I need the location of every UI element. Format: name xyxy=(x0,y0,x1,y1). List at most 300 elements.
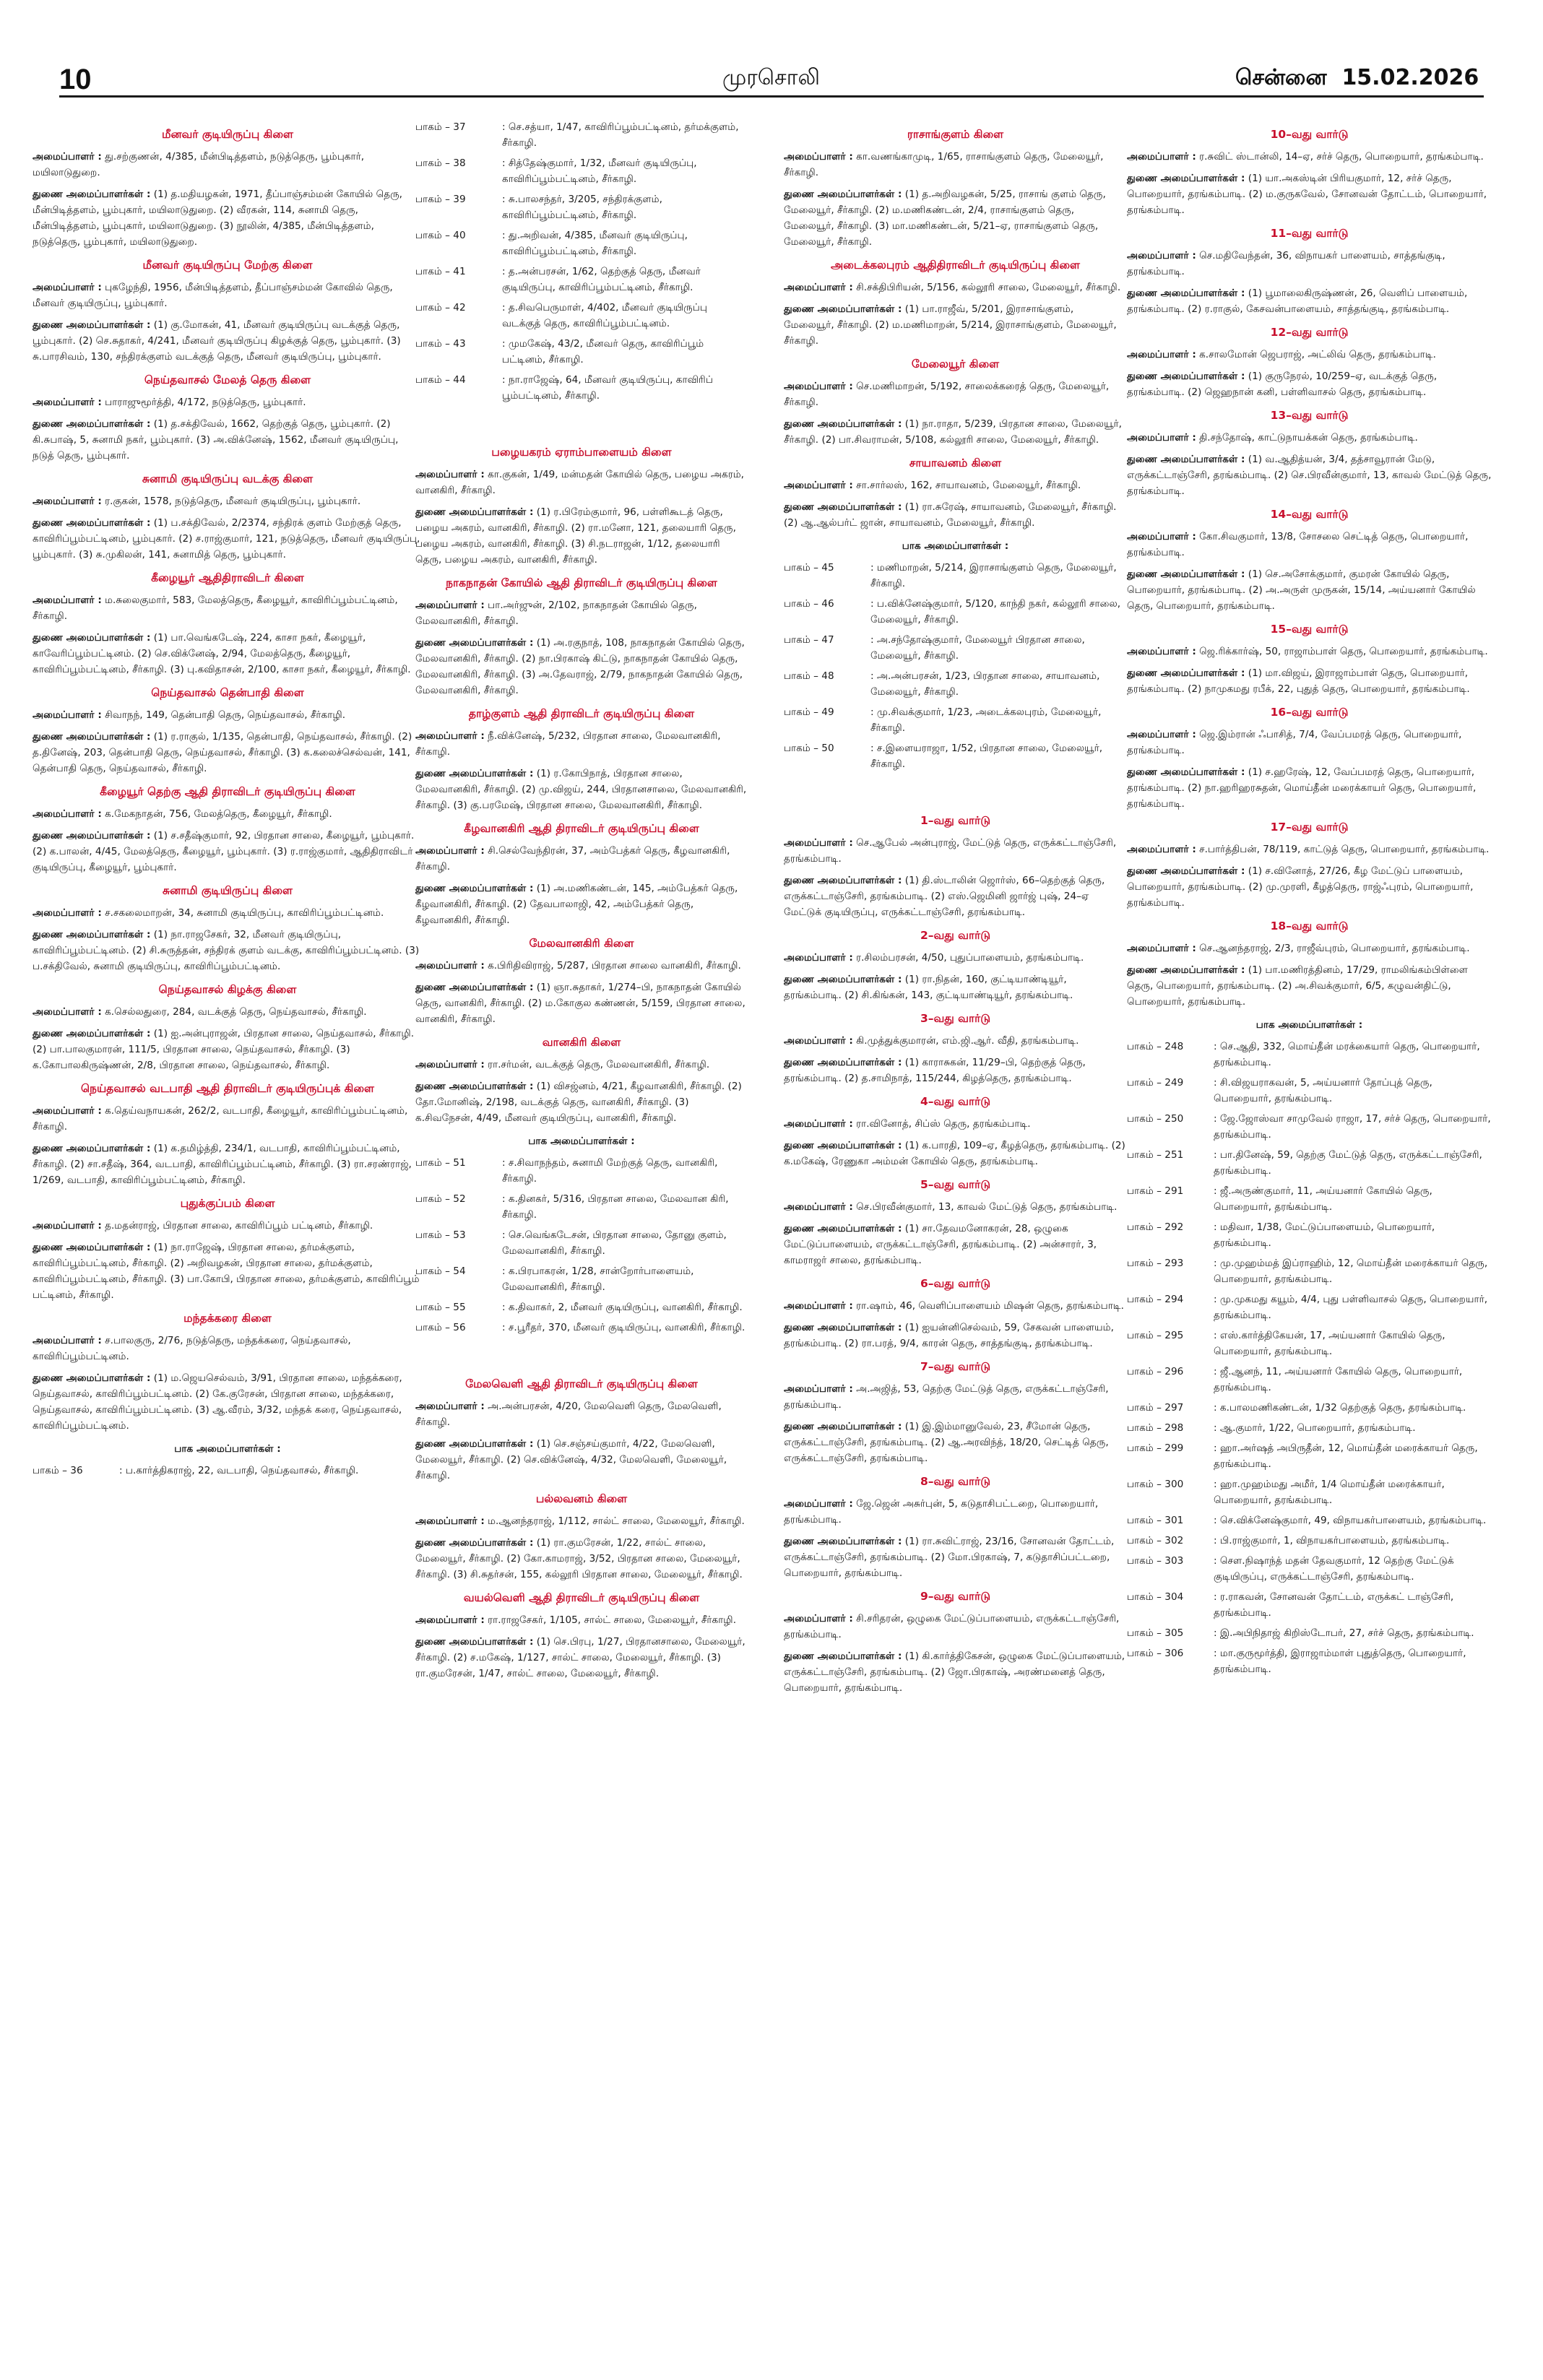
entry-label: துணை அமைப்பாளர்கள் : xyxy=(1127,287,1245,299)
entry-label: துணை அமைப்பாளர்கள் : xyxy=(415,883,534,894)
entry-label: துணை அமைப்பாளர்கள் : xyxy=(33,830,151,841)
entry-text: (1) பூமாலைகிருஷ்ணன், 26, வெளிப் பாளையம், தரங்கம்பாடி. (2) ர.ராகுல், கேசவன்பாளையம், சாத்தங்குடி, தரங்கம்பாடி. xyxy=(1127,287,1468,315)
section-heading: சுனாமி குடியிருப்பு கிளை xyxy=(162,884,293,897)
listing-entry xyxy=(1127,727,1492,758)
booth-row xyxy=(415,1227,748,1259)
listing-entry xyxy=(784,1055,1127,1086)
listing-entry xyxy=(784,1033,1127,1049)
entry-label: துணை அமைப்பாளர்கள் : xyxy=(415,506,534,518)
listing-entry xyxy=(784,1199,1127,1215)
booth-list xyxy=(1127,1039,1492,1677)
entry-label: அமைப்பாளர் : xyxy=(33,808,102,820)
booth-row xyxy=(1127,1553,1492,1585)
entry-label: அமைப்பாளர் : xyxy=(415,1614,485,1626)
listing-entry xyxy=(33,1218,423,1234)
booth-row xyxy=(1127,1255,1492,1287)
listing-entry xyxy=(784,1298,1127,1314)
listing-entry xyxy=(33,280,423,311)
booth-organiser: : த.அன்பரசன், 1/62, தெற்குத் தெரு, மீனவர் குடியிருப்பு, காவிரிப்பூம்பட்டினம், சீர்காழி. xyxy=(502,266,701,293)
booth-number: பாகம் – 51 xyxy=(415,1157,466,1169)
listing-entry xyxy=(1127,863,1492,911)
section-heading: பழையகரம் ஏராம்பாளையம் கிளை xyxy=(491,446,672,459)
entry-text: புகழேந்தி, 1956, மீன்பிடித்தளம், தீப்பாஞ்சம்மன் கோவில் தெரு, மீனவர் குடியிருப்பு, பூம்புகார். xyxy=(33,282,393,309)
listing-entry xyxy=(415,728,748,760)
listing-entry xyxy=(33,729,423,776)
entry-label: அமைப்பாளர் : xyxy=(415,1059,485,1070)
entry-text: (1) ப.சக்திவேல், 2/2374, சந்திரக் குளம் மேற்குத் தெரு, காவிரிப்பூம்பட்டினம், பூம்புகார். (2) ச.ராஜ்குமார், 121, நடுத்தெரு, மீனவர் குடியிருப்பு, பூம்புகார். (3) சு.முகிலன், 141, சுனாமித் தெரு, பூம்புகார். xyxy=(33,517,420,561)
section-heading: 16–வது வார்டு xyxy=(1270,706,1349,719)
section-heading: வயல்வெளி ஆதி திராவிடர் குடியிருப்பு கிளை xyxy=(463,1591,700,1604)
entry-label: துணை அமைப்பாளர்கள் : xyxy=(784,1140,902,1151)
listing-entry xyxy=(784,186,1127,250)
booth-row xyxy=(1127,1476,1492,1508)
entry-text: க.சாலமோன் ஜெபராஜ், அட்லிவ் தெரு, தரங்கம்பாடி. xyxy=(1199,349,1436,360)
booth-number: பாகம் – 306 xyxy=(1127,1648,1184,1659)
booth-organiser: : சித்தேஷ்குமார், 1/32, மீனவர் குடியிருப்பு, காவிரிப்பூம்பட்டினம், சீர்காழி. xyxy=(502,157,697,185)
entry-label: அமைப்பாளர் : xyxy=(784,282,853,293)
booth-organiser: : ஜீ.அருண்குமார், 11, அய்யனார் கோயில் தெரு, பொறையார், தரங்கம்பாடி. xyxy=(1214,1185,1432,1213)
listing-entry xyxy=(784,1419,1127,1466)
entry-text: (1) த.சக்திவேல், 1662, தெற்குத் தெரு, பூம்புகார். (2) கி.சுபாஷ், 5, சுனாமி நகர், பூம்புகார். (3) அ.விக்னேஷ், 1562, மீனவர் குடியிருப்பு, நடுத் தெரு, பூம்புகார். xyxy=(33,418,399,462)
booth-organiser: : ச.பூரீதர், 370, மீனவர் குடியிருப்பு, வானகிரி, சீர்காழி. xyxy=(502,1322,745,1333)
listing-entry xyxy=(784,950,1127,966)
booth-row xyxy=(784,560,1127,592)
booth-number: பாகம் – 40 xyxy=(415,230,466,241)
listing-entry xyxy=(1127,347,1492,363)
entry-text: சிவாநந், 149, தென்பாதி தெரு, நெய்தவாசல், சீர்காழி. xyxy=(105,709,346,721)
section-heading: நாகநாதன் கோயில் ஆதி திராவிடர் குடியிருப்பு கிளை xyxy=(446,576,717,589)
entry-label: அமைப்பாளர் : xyxy=(415,845,485,857)
spacer xyxy=(415,408,748,437)
entry-text: (1) ஞா.சுதாகர், 1/274–பி, நாகநாதன் கோயில் தெரு, வானகிரி, சீர்காழி. (2) ம.கோகுல கண்ணன், 5/159, பிரதான சாலை, வானகிரி, சீர்காழி. xyxy=(415,982,745,1025)
entry-text: (1) அ.மணிகண்டன், 145, அம்பேத்கர் தெரு, கீழவானகிரி, சீர்காழி. (2) தேவபாலாஜி, 42, அம்பேத்கர் தெரு, கீழவானகிரி, சீர்காழி. xyxy=(415,883,738,926)
entry-text: (1) ம.ஜெயசெல்வம், 3/91, பிரதான சாலை, மந்தக்கரை, நெய்தவாசல், காவிரிப்பூம்பட்டினம். (2) கே.குரேசன், பிரதான சாலை, மந்தக்கரை, நெய்தவாசல், காவிரிப்பூம்பட்டினம். (3) ஆ.வீரம், 3/32, மந்தக் கரை, நெய்தவாசல், காவிரிப்பூம்பட்டினம். xyxy=(33,1372,402,1432)
listing-entry xyxy=(784,1611,1127,1643)
listing-entry xyxy=(415,1513,748,1529)
section-heading: சுனாமி குடியிருப்பு வடக்கு கிளை xyxy=(142,472,314,485)
booth-row xyxy=(1127,1111,1492,1143)
listing-entry xyxy=(1127,644,1492,659)
booth-organiser: : சி.விஜயராகவன், 5, அய்யனார் தோப்புத் தெரு, பொறையார், தரங்கம்பாடி. xyxy=(1214,1077,1432,1104)
listing-entry xyxy=(415,1078,748,1126)
section-heading: ராசாங்குளம் கிளை xyxy=(907,128,1004,141)
listing-entry xyxy=(415,766,748,813)
entry-label: துணை அமைப்பாளர்கள் : xyxy=(1127,667,1245,679)
booth-list xyxy=(415,119,748,404)
listing-entry xyxy=(33,828,423,875)
entry-text: (1) ர.ராகுல், 1/135, தென்பாதி, நெய்தவாசல், சீர்காழி. (2) த.தினேஷ், 203, தென்பாதி தெரு, நெய்தவாசல், சீர்காழி. (3) க.கலைச்செல்வன், 141, தென்பாதி தெரு, நெய்தவாசல், சீர்காழி. xyxy=(33,731,412,774)
booth-organiser: : ஹா.முஹம்மது அமீர், 1/4 மொய்தீன் மரைக்காயர், பொறையார், தரங்கம்பாடி. xyxy=(1214,1479,1445,1506)
booth-organiser: : மு.முகமது கயூம், 4/4, புது பள்ளிவாசல் தெரு, பொறையார், தரங்கம்பாடி. xyxy=(1214,1294,1488,1321)
booth-organiser: : ச.இளையராஜா, 1/52, பிரதான சாலை, மேலையூர், சீர்காழி. xyxy=(870,743,1103,770)
booth-number: பாகம் – 46 xyxy=(784,598,834,610)
section-heading: 9–வது வார்டு xyxy=(920,1590,991,1603)
booth-row xyxy=(1127,1420,1492,1436)
entry-label: துணை அமைப்பாளர்கள் : xyxy=(1127,568,1245,580)
entry-text: சா.சார்லஸ், 162, சாயாவனம், மேலையூர், சீர்காழி. xyxy=(856,480,1081,491)
booth-row xyxy=(1127,1400,1492,1416)
listing-entry xyxy=(33,1333,423,1364)
entry-text: (1) நா.ராஜேஷ், பிரதான சாலை, தர்மக்குளம், காவிரிப்பூம்பட்டினம், சீர்காழி. (2) அறிவழகன், பிரதான சாலை, தர்மக்குளம், காவிரிப்பூம்பட்டினம், சீர்காழி. (3) பா.கோபி, பிரதான சாலை, தர்மக்குளம், காவிரிப்பூம் பட்டினம், சீர்காழி. xyxy=(33,1242,420,1301)
entry-label: அமைப்பாளர் : xyxy=(33,1006,102,1018)
entry-text: ச.சகலைமாறன், 34, சுனாமி குடியிருப்பு, காவிரிப்பூம்பட்டினம். xyxy=(105,907,384,919)
booth-organiser: : செ.வெங்கடேசன், பிரதான சாலை, தோனு குளம், மேலவானகிரி, சீர்காழி. xyxy=(502,1229,727,1257)
entry-label: துணை அமைப்பாளர்கள் : xyxy=(784,1223,902,1234)
booth-row xyxy=(1127,1625,1492,1641)
entry-label: அமைப்பாளர் : xyxy=(33,496,102,507)
booth-number: பாகம் – 52 xyxy=(415,1193,466,1205)
listing-entry xyxy=(33,317,423,365)
entry-label: துணை அமைப்பாளர்கள் : xyxy=(33,1143,151,1154)
entry-text: (1) செ.அசோக்குமார், குமரன் கோயில் தெரு, பொறையார், தரங்கம்பாடி. (2) அ.அருள் முருகன், 15/14, அய்யனார் கோயில் தெரு, பொறையார், தரங்கம்பாடி. xyxy=(1127,568,1476,612)
listing-entry xyxy=(1127,170,1492,218)
booth-row xyxy=(1127,1328,1492,1359)
listing-entry xyxy=(784,1138,1127,1169)
entry-label: துணை அமைப்பாளர்கள் : xyxy=(784,189,902,200)
booth-organiser: : செ.விக்னேஷ்குமார், 49, விநாயகர்பாளையம், தரங்கம்பாடி. xyxy=(1214,1515,1487,1526)
listing-entry xyxy=(415,1398,748,1430)
section-heading: 6–வது வார்டு xyxy=(920,1277,991,1290)
listing-entry xyxy=(1127,451,1492,499)
booth-organiser: : சு.பாலசந்தர், 3/205, சந்திரக்குளம், காவிரிப்பூம்பட்டினம், சீர்காழி. xyxy=(502,194,662,221)
booth-organiser: : க.திவாகர், 2, மீனவர் குடியிருப்பு, வானகிரி, சீர்காழி. xyxy=(502,1302,743,1313)
booth-number: பாகம் – 43 xyxy=(415,338,466,350)
booth-organiser: : பி.ராஜ்குமார், 1, விநாயகர்பாளையம், தரங்கம்பாடி. xyxy=(1214,1535,1450,1546)
booth-number: பாகம் – 49 xyxy=(784,706,834,718)
entry-text: (1) ரா.சுவிட்ராஜ், 23/16, சோனவன் தோட்டம், எருக்கட்டாஞ்சேரி, தரங்கம்பாடி. (2) மோ.பிரகாஷ், 7, கடுதாசிப்பட்டறை, பொறையார், தரங்கம்பாடி. xyxy=(784,1536,1115,1579)
booth-row xyxy=(1127,1039,1492,1070)
entry-text: (1) அ.ரகுநாத், 108, நாகநாதன் கோயில் தெரு, மேலவானகிரி, சீர்காழி. (2) நா.பிரகாஷ் கிட்டு, நாகநாதன் கோயில் தெரு, மேலவானகிரி, சீர்காழி. (3) அ.தேவராஜ், 2/79, நாகநாதன் கோயில் தெரு, மேலவானகிரி, சீர்காழி. xyxy=(415,637,745,696)
entry-text: கா.வணங்காமுடி, 1/65, ராசாங்குளம் தெரு, மேலையூர், சீர்காழி. xyxy=(784,151,1104,178)
booth-number: பாகம் – 39 xyxy=(415,194,466,205)
date: 15.02.2026 xyxy=(1341,65,1479,90)
section-heading: 12–வது வார்டு xyxy=(1270,326,1349,339)
listing-entry xyxy=(33,1239,423,1303)
entry-text: (1) யா.அகஸ்டின் பிரியகுமார், 12, சர்ச் தெரு, பொறையார், தரங்கம்பாடி. (2) ம.குருகவேல், சோனவன் தோட்டம், பொறையார், தரங்கம்பாடி. xyxy=(1127,173,1487,216)
booth-list xyxy=(415,1155,748,1336)
entry-text: ரா.வினோத், சிப்ஸ் தெரு, தரங்கம்பாடி. xyxy=(856,1118,1031,1130)
listing-entry xyxy=(1127,430,1492,446)
entry-text: (1) கி.கார்த்திகேசன், ஒழுகை மேட்டுப்பாளையம், எருக்கட்டாஞ்சேரி, தரங்கம்பாடி. (2) ஜோ.பிரகாஷ், அரண்மனைத் தெரு, பொறையார், தரங்கம்பாடி. xyxy=(784,1650,1125,1694)
listing-entry xyxy=(1127,149,1492,165)
entry-label: துணை அமைப்பாளர்கள் : xyxy=(784,418,902,430)
entry-label: துணை அமைப்பாளர்கள் : xyxy=(415,637,534,649)
column-4 xyxy=(1127,119,1492,2351)
booth-organiser: : ர.ராகவன், சோனவன் தோட்டம், எருக்கட் டாஞ்சேரி, தரங்கம்பாடி. xyxy=(1214,1591,1454,1619)
entry-text: (1) ர.பிரேம்குமார், 96, பள்ளிகூடத் தெரு, பழைய அகரம், வானகிரி, சீர்காழி. (2) ரா.மனோ, 121, தலையாரி தெரு, பழைய அகரம், வானகிரி, சீர்காழி. (3) சி.நடராஜன், 1/12, தலையாரி தெரு, பழைய அகரம், வானகிரி, சீர்காழி. xyxy=(415,506,736,566)
entry-text: பா.அர்ஜுன், 2/102, நாகநாதன் கோயில் தெரு, மேலவானகிரி, சீர்காழி. xyxy=(415,600,697,627)
entry-label: துணை அமைப்பாளர்கள் : xyxy=(33,731,151,743)
entry-label: துணை அமைப்பாளர்கள் : xyxy=(415,1081,534,1092)
column-1 xyxy=(33,119,423,2351)
section-heading: மேலவானகிரி கிளை xyxy=(529,937,634,950)
booth-row xyxy=(415,191,748,223)
booth-organiser: : ஜீ.ஆனந், 11, அய்யனார் கோயில் தெரு, பொறையார், தரங்கம்பாடி. xyxy=(1214,1366,1463,1393)
entry-label: துணை அமைப்பாளர்கள் : xyxy=(784,1536,902,1547)
booth-row xyxy=(415,336,748,368)
entry-text: க.செல்லதுரை, 284, வடக்குத் தெரு, நெய்தவாசல், சீர்காழி. xyxy=(105,1006,367,1018)
booth-number: பாகம் – 295 xyxy=(1127,1330,1184,1341)
booth-organiser: : அ.அன்பரசன், 1/23, பிரதான சாலை, சாயாவனம், மேலையூர், சீர்காழி. xyxy=(870,670,1100,698)
entry-text: (1) ஐயன்னிசெல்வம், 59, சேகவன் பாளையம், தரங்கம்பாடி. (2) ரா.பரத், 9/4, காரன் தெரு, சாத்தங்குடி, தரங்கம்பாடி. xyxy=(784,1322,1114,1349)
entry-label: துணை அமைப்பாளர்கள் : xyxy=(1127,454,1245,465)
booth-number: பாகம் – 50 xyxy=(784,743,834,754)
entry-text: (1) க.பாரதி, 109–ஏ, கீழத்தெரு, தரங்கம்பாடி. (2) க.மகேஷ், ரேணுகா அம்மன் கோயில் தெரு, தரங்கம்பாடி. xyxy=(784,1140,1125,1167)
entry-text: க.தெய்வநாயகன், 262/2, வடபாதி, கீழையூர், காவிரிப்பூம்பட்டினம், சீர்காழி. xyxy=(33,1105,408,1133)
entry-text: (1) ர.கோபிநாத், பிரதான சாலை, மேலவானகிரி, சீர்காழி. (2) மு.விஜய், 244, பிரதானசாலை, மேலவானகிரி, சீர்காழி. (3) கு.பரமேஷ், பிரதான சாலை, மேலவானகிரி, சீர்காழி. xyxy=(415,768,747,811)
listing-entry xyxy=(784,378,1127,410)
booth-row xyxy=(415,372,748,404)
entry-text: (1) ரா.நிதன், 160, குட்டியாண்டியூர், தரங்கம்பாடி. (2) சி.கிங்கன், 143, குட்டியாண்டியூர், தரங்கம்பாடி. xyxy=(784,974,1073,1001)
entry-text: கா.குகன், 1/49, மன்மதன் கோயில் தெரு, பழைய அகரம், வானகிரி, சீர்காழி. xyxy=(415,469,744,496)
section-heading: நெய்தவாசல் வடபாதி ஆதி திராவிடர் குடியிருப்புக் கிளை xyxy=(80,1082,375,1095)
entry-label: அமைப்பாளர் : xyxy=(1127,531,1196,542)
booth-number: பாகம் – 250 xyxy=(1127,1113,1184,1125)
booth-number: பாகம் – 293 xyxy=(1127,1258,1184,1269)
entry-text: அ.அஜித், 53, தெற்கு மேட்டுத் தெரு, எருக்கட்டாஞ்சேரி, தரங்கம்பாடி. xyxy=(784,1383,1109,1411)
listing-entry xyxy=(784,280,1127,295)
entry-label: துணை அமைப்பாளர்கள் : xyxy=(784,303,902,315)
listing-entry xyxy=(1127,566,1492,614)
section-heading: 3–வது வார்டு xyxy=(920,1012,991,1025)
section-heading: மந்தக்கரை கிளை xyxy=(183,1312,272,1325)
booth-row xyxy=(784,740,1127,772)
entry-label: அமைப்பாளர் : xyxy=(415,1401,485,1412)
section-heading: 11–வது வார்டு xyxy=(1270,227,1349,240)
booth-organiser: : ஹா.அர்ஷத் அபிருதீன், 12, மொய்தீன் மரைக்காயர் தெரு, தரங்கம்பாடி. xyxy=(1214,1442,1478,1470)
entry-label: அமைப்பாளர் : xyxy=(33,397,102,408)
entry-text: சி.சக்திபிரியன், 5/156, கல்லூரி சாலை, மேலையூர், சீர்காழி. xyxy=(856,282,1121,293)
entry-text: (1) நா.ராஜசேகர், 32, மீனவர் குடியிருப்பு, காவிரிப்பூம்பட்டினம். (2) சி.சுருத்தன், சந்திரக் குளம் வடக்கு, காவிரிப்பூம்பட்டினம். (3) ப.சக்திவேல், சுனாமி குடியிருப்பு, காவிரிப்பூம்பட்டினம். xyxy=(33,929,420,972)
entry-label: அமைப்பாளர் : xyxy=(1127,943,1196,954)
listing-entry xyxy=(1127,940,1492,956)
booth-row xyxy=(415,264,748,295)
entry-label: துணை அமைப்பாளர்கள் : xyxy=(415,1636,534,1648)
entry-label: அமைப்பாளர் : xyxy=(33,907,102,919)
entry-label: துணை அமைப்பாளர்கள் : xyxy=(33,1028,151,1039)
entry-text: (1) ரா.சுரேஷ், சாயாவனம், மேலையூர், சீர்காழி. (2) ஆ.ஆல்பர்ட் ஜான், சாயாவனம், மேலையூர், சீர்காழி. xyxy=(784,501,1117,529)
listing-entry xyxy=(33,1004,423,1020)
entry-label: அமைப்பாளர் : xyxy=(784,1498,853,1510)
entry-text: செ.மணிமாறன், 5/192, சாலைக்கரைத் தெரு, மேலையூர், சீர்காழி. xyxy=(784,381,1110,408)
booth-row xyxy=(415,119,748,151)
listing-entry xyxy=(415,467,748,498)
entry-text: ரா.சர்மன், வடக்குத் தெரு, மேலவானகிரி, சீர்காழி. xyxy=(488,1059,710,1070)
listing-entry xyxy=(415,880,748,928)
entry-text: (1) விசஜ்னம், 4/21, கீழவானகிரி, சீர்காழி. (2) தோ.மோனிஷ், 2/198, வடக்குத் தெரு, வானகிரி, சீர்காழி. (3) க.சிவநேசன், 4/49, மீனவர் குடியிருப்பு, வானகிரி, சீர்காழி. xyxy=(415,1081,742,1124)
booth-list xyxy=(33,1463,423,1479)
entry-text: ஜெ.ரிக்கார்ஷ், 50, ராஜாம்பாள் தெரு, பொறையார், தரங்கம்பாடி. xyxy=(1199,646,1488,657)
entry-text: (1) பா.மணிரத்தினம், 17/29, ராமலிங்கம்பிள்ளை தெரு, பொறையார், தரங்கம்பாடி. (2) அ.சிவக்குமார், 6/5, கழுவன்திட்டு, பொறையார், தரங்கம்பாடி. xyxy=(1127,964,1468,1008)
entry-text: பாராஜுமூர்த்தி, 4/172, நடுத்தெரு, பூம்புகார். xyxy=(105,397,306,408)
entry-label: துணை அமைப்பாளர்கள் : xyxy=(415,1537,534,1549)
listing-entry xyxy=(415,504,748,568)
dateline xyxy=(1235,65,1479,93)
section-heading: கீழையூர் ஆதிதிராவிடர் கிளை xyxy=(151,571,304,584)
entry-text: (1) காராசுகன், 11/29–பி, தெற்குத் தெரு, தரங்கம்பாடி. (2) த.சாமிநாத், 115/244, கிழத்தெரு, தரங்கம்பாடி. xyxy=(784,1057,1086,1084)
entry-text: செ.ஆனந்தராஜ், 2/3, ராஜீவ்புரம், பொறையார், தரங்கம்பாடி. xyxy=(1199,943,1470,954)
listing-entry xyxy=(784,499,1127,531)
section-heading: புதுக்குப்பம் கிளை xyxy=(180,1197,275,1210)
entry-label: அமைப்பாளர் : xyxy=(784,837,853,849)
booth-row xyxy=(1127,1589,1492,1621)
entry-label: அமைப்பாளர் : xyxy=(784,1035,853,1047)
entry-text: நீ.விக்னேஷ், 5/232, பிரதான சாலை, மேலவானகிரி, சீர்காழி. xyxy=(415,730,721,758)
entry-text: செ.ஆபேல் அன்புராஜ், மேட்டுத் தெரு, எருக்கட்டாஞ்சேரி, தரங்கம்பாடி. xyxy=(784,837,1117,865)
booth-row xyxy=(415,155,748,187)
booth-row xyxy=(1127,1219,1492,1251)
booth-number: பாகம் – 301 xyxy=(1127,1515,1184,1526)
booth-number: பாகம் – 249 xyxy=(1127,1077,1184,1089)
entry-label: துணை அமைப்பாளர்கள் : xyxy=(784,1421,902,1432)
section-heading: வானகிரி கிளை xyxy=(542,1036,621,1049)
section-heading: நெய்தவாசல் மேலத் தெரு கிளை xyxy=(144,373,311,386)
booth-row xyxy=(784,632,1127,664)
entry-label: அமைப்பாளர் : xyxy=(415,730,485,742)
entry-text: க.பிரிதிவிராஜ், 5/287, பிரதான சாலை வானகிரி, சீர்காழி. xyxy=(488,960,741,972)
listing-entry xyxy=(33,1141,423,1188)
entry-label: அமைப்பாளர் : xyxy=(784,952,853,964)
entry-text: ர.சுவிட் ஸ்டான்லி, 14–ஏ, சர்ச் தெரு, பொறையார், தரங்கம்பாடி. xyxy=(1199,151,1484,163)
booth-row xyxy=(1127,1440,1492,1472)
booth-organiser: : ச.சிவாநந்தம், சுனாமி மேற்குத் தெரு, வானகிரி, சீர்காழி. xyxy=(502,1157,718,1185)
booth-organiser: : செ.சத்யா, 1/47, காவிரிப்பூம்பட்டினம், தர்மக்குளம், சீர்காழி. xyxy=(502,121,739,149)
entry-label: அமைப்பாளர் : xyxy=(784,1201,853,1213)
booth-organiser: : மு.முஹம்மத் இப்ராஹிம், 12, மொய்தீன் மரைக்காயர் தெரு, பொறையார், தரங்கம்பாடி. xyxy=(1214,1258,1488,1285)
entry-text: (1) க.தமிழ்த்தி, 234/1, வடபாதி, காவிரிப்பூம்பட்டினம், சீர்காழி. (2) சா.சதீஷ், 364, வடபாதி, காவிரிப்பூம்பட்டினம், சீர்காழி. (3) ரா.சரண்ராஜ், 1/269, வடபாதி, காவிரிப்பூம்பட்டினம், சீர்காழி. xyxy=(33,1143,412,1186)
booth-organiser: : அ.சந்தோஷ்குமார், மேலையூர் பிரதான சாலை, மேலையூர், சீர்காழி. xyxy=(870,634,1085,662)
subsection-heading: பாக அமைப்பாளர்கள் : xyxy=(902,540,1009,552)
section-heading: 14–வது வார்டு xyxy=(1270,508,1349,521)
booth-number: பாகம் – 54 xyxy=(415,1265,466,1277)
subsection-heading: பாக அமைப்பாளர்கள் : xyxy=(1255,1019,1363,1031)
entry-text: சி.செல்வேந்திரன், 37, அம்பேத்கர் தெரு, கீழவானகிரி, சீர்காழி. xyxy=(415,845,730,873)
listing-entry xyxy=(415,1057,748,1073)
listing-entry xyxy=(415,979,748,1027)
listing-entry xyxy=(1127,841,1492,857)
section-heading: கீழையூர் தெற்கு ஆதி திராவிடர் குடியிருப்பு கிளை xyxy=(100,785,355,798)
listing-entry xyxy=(33,592,423,624)
spacer xyxy=(784,776,1127,805)
booth-number: பாகம் – 44 xyxy=(415,374,466,386)
entry-label: அமைப்பாளர் : xyxy=(33,1220,102,1232)
entry-text: (1) பா.ராஜீவ், 5/201, இராசாங்குளம், மேலையூர், சீர்காழி. (2) ம.மணிமாறன், 5/214, இராசாங்குளம், மேலையூர், சீர்காழி. xyxy=(784,303,1117,347)
booth-number: பாகம் – 292 xyxy=(1127,1221,1184,1233)
booth-organiser: : மதிவா, 1/38, மேட்டுப்பாளையம், பொறையார், தரங்கம்பாடி. xyxy=(1214,1221,1435,1249)
entry-label: துணை அமைப்பாளர்கள் : xyxy=(415,982,534,993)
booth-row xyxy=(784,596,1127,628)
listing-entry xyxy=(33,493,423,509)
entry-label: அமைப்பாளர் : xyxy=(1127,646,1196,657)
booth-row xyxy=(33,1463,423,1479)
section-heading: 15–வது வார்டு xyxy=(1270,623,1349,636)
listing-entry xyxy=(415,1634,748,1682)
listing-entry xyxy=(1127,285,1492,317)
column-3 xyxy=(784,119,1127,2351)
section-heading: கீழவானகிரி ஆதி திராவிடர் குடியிருப்பு கிளை xyxy=(464,822,699,835)
entry-label: துணை அமைப்பாளர்கள் : xyxy=(784,974,902,985)
entry-label: துணை அமைப்பாளர்கள் : xyxy=(33,418,151,430)
listing-entry xyxy=(784,1381,1127,1413)
booth-organiser: : ப.கார்த்திகராஜ், 22, வடபாதி, நெய்தவாசல், சீர்காழி. xyxy=(119,1465,359,1476)
listing-entry xyxy=(1127,764,1492,812)
booth-row xyxy=(1127,1533,1492,1549)
entry-label: அமைப்பாளர் : xyxy=(1127,349,1196,360)
entry-text: கி.முத்துக்குமாரன், எம்.ஜி.ஆர். வீதி, தரங்கம்பாடி. xyxy=(856,1035,1079,1047)
entry-text: (1) ச.சதீஷ்குமார், 92, பிரதான சாலை, கீழையூர், பூம்புகார். (2) க.பாலன், 4/45, மேலத்தெரு, கீழையூர், பூம்புகார். (3) ர.ராஜ்குமார், ஆதிதிராவிடர் குடியிருப்பு, கீழையூர், பூம்புகார். xyxy=(33,830,415,873)
entry-text: ரா.ஷாம், 46, வெளிப்பாளையம் மிஷன் தெரு, தரங்கம்பாடி. xyxy=(856,1300,1124,1312)
booth-row xyxy=(415,1191,748,1223)
listing-entry xyxy=(33,806,423,822)
entry-text: ரா.ராஜசேகர், 1/105, சால்ட் சாலை, மேலையூர், சீர்காழி. xyxy=(488,1614,737,1626)
entry-text: (1) மா.விஜய், இராஜாம்பாள் தெரு, பொறையார், தரங்கம்பாடி. (2) நாமுகமது ரபீக், 22, புதுத் தெரு, பொறையார், தரங்கம்பாடி. xyxy=(1127,667,1470,695)
entry-text: து.சற்குணன், 4/385, மீன்பிடித்தளம், நடுத்தெரு, பூம்புகார், மயிலாடுதுறை. xyxy=(33,151,365,178)
entry-label: அமைப்பாளர் : xyxy=(33,151,102,163)
booth-number: பாகம் – 47 xyxy=(784,634,834,646)
booth-number: பாகம் – 55 xyxy=(415,1302,466,1313)
subsection-heading: பாக அமைப்பாளர்கள் : xyxy=(528,1135,635,1147)
listing-entry xyxy=(33,927,423,974)
entry-label: அமைப்பாளர் : xyxy=(33,594,102,606)
listing-entry xyxy=(33,416,423,464)
booth-number: பாகம் – 45 xyxy=(784,562,834,574)
newspaper-name: முரசொலி xyxy=(722,65,820,90)
entry-text: (1) த.அறிவழகன், 5/25, ராசாங் குளம் தெரு, மேலையூர், சீர்காழி. (2) ம.மணிகண்டன், 2/4, ராசாங்குளம் தெரு, மேலையூர், சீர்காழி. (3) மா.மணிகண்டன், 5/21–ஏ, ராசாங்குளம் தெரு, மேலையூர், சீர்காழி. xyxy=(784,189,1106,248)
section-heading: சாயாவனம் கிளை xyxy=(909,456,1002,469)
entry-text: த.மதன்ராஜ், பிரதான சாலை, காவிரிப்பூம் பட்டினம், சீர்காழி. xyxy=(105,1220,373,1232)
entry-text: (1) ச.ஹரேஷ், 12, வேப்பமரத் தெரு, பொறையார், தரங்கம்பாடி. (2) நா.ஹரிஹரசுதன், மொய்தீன் மரைக்காயர் தெரு, பொறையார், தரங்கம்பாடி. xyxy=(1127,766,1477,810)
section-heading: 4–வது வார்டு xyxy=(920,1095,991,1108)
entry-text: (1) இ.இம்மானுவேல், 23, சீமோன் தெரு, எருக்கட்டாஞ்சேரி, தரங்கம்பாடி. (2) ஆ.அரவிந்த், 18/20, செட்டித் தெரு, எருக்கட்டாஞ்சேரி, தரங்கம்பாடி. xyxy=(784,1421,1109,1464)
booth-row xyxy=(415,1320,748,1336)
entry-text: கோ.சிவகுமார், 13/8, சோசலை செட்டித் தெரு, பொறையார், தரங்கம்பாடி. xyxy=(1127,531,1469,558)
booth-organiser: : மு.சிவக்குமார், 1/23, அடைக்கலபுரம், மேலையூர், சீர்காழி. xyxy=(870,706,1102,734)
entry-text: ம.சுலைகுமார், 583, மேலத்தெரு, கீழையூர், காவிரிப்பூம்பட்டினம், சீர்காழி. xyxy=(33,594,398,622)
listing-entry xyxy=(33,1103,423,1135)
booth-row xyxy=(415,1155,748,1187)
entry-label: துணை அமைப்பாளர்கள் : xyxy=(784,1057,902,1068)
section-heading: நெய்தவாசல் கிழக்கு கிளை xyxy=(158,983,297,996)
entry-text: ச.பாலகுரு, 2/76, நடுத்தெரு, மந்தக்கரை, நெய்தவாசல், காவிரிப்பூம்பட்டினம். xyxy=(33,1335,351,1362)
entry-text: (1) ச.வினோத், 27/26, கீழ மேட்டுப் பாளையம், பொறையார், தரங்கம்பாடி. (2) மு.முரளி, கீழத்தெரு, ராஜ்ஃபுரம், பொறையார், தரங்கம்பாடி. xyxy=(1127,865,1474,909)
entry-label: துணை அமைப்பாளர்கள் : xyxy=(1127,173,1245,184)
entry-label: அமைப்பாளர் : xyxy=(784,1613,853,1624)
entry-label: அமைப்பாளர் : xyxy=(1127,432,1196,443)
entry-text: (1) செ.பிரபு, 1/27, பிரதானசாலை, மேலையூர், சீர்காழி. (2) ச.மகேஷ், 1/127, சால்ட் சாலை, மேலையூர், சீர்காழி. (3) ரா.குமரேசன், 1/47, சால்ட் சாலை, மேலையூர், சீர்காழி. xyxy=(415,1636,745,1679)
booth-organiser: : பா.தினேஷ், 59, தெற்கு மேட்டுத் தெரு, எருக்கட்டாஞ்சேரி, தரங்கம்பாடி. xyxy=(1214,1149,1482,1177)
entry-text: தி.சந்தோஷ், காட்டுநாயக்கன் தெரு, தரங்கம்பாடி. xyxy=(1199,432,1418,443)
header-rule xyxy=(59,95,1484,98)
booth-number: பாகம் – 38 xyxy=(415,157,466,169)
section-heading: 18–வது வார்டு xyxy=(1270,919,1349,932)
entry-text: அ.அன்பரசன், 4/20, மேலவெளி தெரு, மேலவெளி, சீர்காழி. xyxy=(415,1401,722,1428)
booth-number: பாகம் – 302 xyxy=(1127,1535,1184,1546)
entry-label: துணை அமைப்பாளர்கள் : xyxy=(415,768,534,779)
booth-row xyxy=(415,1299,748,1315)
entry-text: (1) பா.வெங்கடேஷ், 224, காசா நகர், கீழையூர், காவேரிப்பூம்பட்டினம். (2) செ.விக்னேஷ், 2/94, மேலத்தெரு, கீழையூர், காவிரிப்பூம்பட்டினம், சீர்காழி. (3) பு.கவிதாசன், 2/100, காசா நகர், கீழையூர், சீர்காழி. xyxy=(33,632,411,675)
entry-label: அமைப்பாளர் : xyxy=(33,1335,102,1346)
booth-organiser: : செ.ஆதி, 332, மொய்தீன் மரக்கையார் தெரு, பொறையார், தரங்கம்பாடி. xyxy=(1214,1041,1480,1068)
booth-number: பாகம் – 294 xyxy=(1127,1294,1184,1305)
section-heading: 7–வது வார்டு xyxy=(920,1360,991,1373)
entry-label: துணை அமைப்பாளர்கள் : xyxy=(1127,865,1245,877)
booth-number: பாகம் – 56 xyxy=(415,1322,466,1333)
entry-text: செ.பிரவீன்குமார், 13, காவல் மேட்டுத் தெரு, தரங்கம்பாடி. xyxy=(856,1201,1118,1213)
column-2 xyxy=(415,119,748,2351)
section-heading: பல்லவனம் கிளை xyxy=(535,1492,628,1505)
section-heading: மீனவர் குடியிருப்பு கிளை xyxy=(162,128,293,141)
entry-label: அமைப்பாளர் : xyxy=(1127,250,1196,261)
